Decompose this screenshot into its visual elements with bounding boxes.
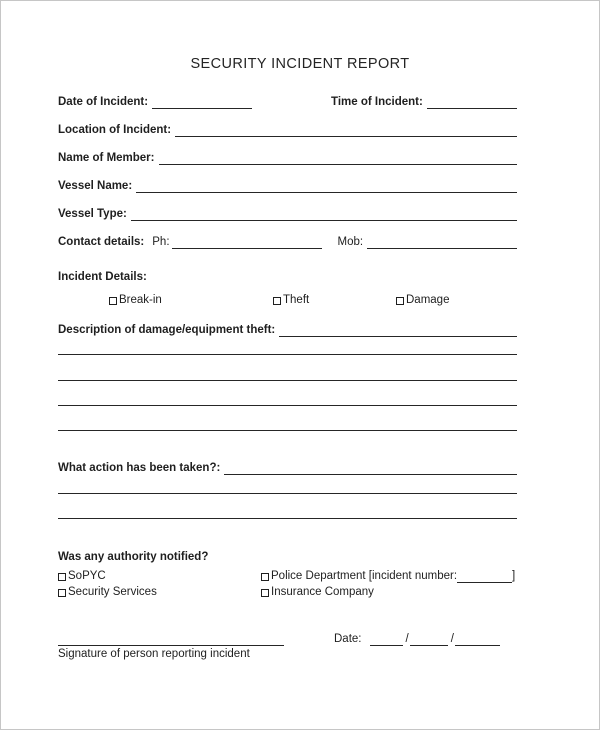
- vessel-type-label: Vessel Type:: [58, 208, 127, 220]
- action-taken-line[interactable]: [58, 481, 517, 494]
- description-line[interactable]: [58, 368, 517, 381]
- checkbox-insurance-company-label: Insurance Company: [271, 586, 374, 598]
- date-of-incident-label: Date of Incident:: [58, 96, 149, 108]
- time-of-incident-field: [331, 96, 517, 109]
- description-input[interactable]: [279, 335, 517, 337]
- vessel-name-label: Vessel Name:: [58, 180, 133, 192]
- name-of-member-field: [58, 152, 517, 165]
- checkbox-icon[interactable]: [396, 297, 404, 305]
- description-label: Description of damage/equipment theft:: [58, 324, 276, 336]
- checkbox-break-in-label: Break-in: [119, 294, 162, 306]
- signature-field: [58, 633, 284, 661]
- checkbox-damage[interactable]: [396, 294, 449, 307]
- checkbox-police-department[interactable]: [261, 570, 515, 583]
- date-time-row: [58, 96, 517, 109]
- checkbox-theft-label: Theft: [283, 294, 310, 306]
- vessel-type-field: [58, 208, 517, 221]
- report-date-month-input[interactable]: [410, 644, 448, 646]
- checkbox-security-services-label: Security Services: [68, 586, 157, 598]
- time-of-incident-label: Time of Incident:: [331, 96, 423, 108]
- name-of-member-input[interactable]: [159, 163, 518, 165]
- location-of-incident-label: Location of Incident:: [58, 124, 172, 136]
- description-line[interactable]: [58, 418, 517, 431]
- vessel-name-field: [58, 180, 517, 193]
- incident-type-options: [58, 294, 517, 307]
- action-taken-line[interactable]: [58, 506, 517, 519]
- signature-section: [58, 633, 517, 661]
- authority-heading-row: [58, 551, 517, 564]
- checkbox-icon[interactable]: [261, 573, 269, 581]
- checkbox-sopyc[interactable]: [58, 570, 261, 583]
- checkbox-icon[interactable]: [261, 589, 269, 597]
- description-field: [58, 324, 517, 337]
- action-taken-label: What action has been taken?:: [58, 462, 221, 474]
- checkbox-security-services[interactable]: [58, 586, 261, 599]
- action-taken-field: [58, 462, 517, 475]
- report-date-year-input[interactable]: [455, 644, 500, 646]
- checkbox-icon[interactable]: [58, 573, 66, 581]
- vessel-type-input[interactable]: [131, 219, 517, 221]
- vessel-name-input[interactable]: [136, 191, 517, 193]
- time-of-incident-input[interactable]: [427, 107, 517, 109]
- mobile-label: Mob:: [337, 236, 364, 248]
- date-separator: /: [450, 633, 454, 645]
- checkbox-insurance-company[interactable]: [261, 586, 374, 599]
- phone-label: Ph:: [152, 236, 170, 248]
- description-line[interactable]: [58, 342, 517, 355]
- checkbox-police-label: Police Department [incident number:: [271, 570, 458, 582]
- checkbox-sopyc-label: SoPYC: [68, 570, 106, 582]
- contact-details-label: Contact details:: [58, 236, 145, 248]
- checkbox-theft[interactable]: [273, 294, 396, 307]
- checkbox-police-label-suffix: ]: [512, 570, 516, 582]
- action-taken-input[interactable]: [224, 473, 517, 475]
- signature-input[interactable]: [58, 633, 284, 646]
- contact-details-field: [58, 236, 517, 249]
- location-of-incident-input[interactable]: [175, 135, 517, 137]
- name-of-member-label: Name of Member:: [58, 152, 155, 164]
- mobile-input[interactable]: [367, 247, 517, 249]
- date-of-incident-field: [58, 96, 331, 109]
- report-date-field: [334, 633, 500, 646]
- checkbox-icon[interactable]: [273, 297, 281, 305]
- incident-details-heading: Incident Details:: [58, 271, 147, 283]
- checkbox-break-in[interactable]: [109, 294, 273, 307]
- description-line[interactable]: [58, 393, 517, 406]
- checkbox-icon[interactable]: [109, 297, 117, 305]
- checkbox-damage-label: Damage: [406, 294, 450, 306]
- date-separator: /: [405, 633, 409, 645]
- authority-options-row-1: [58, 570, 517, 583]
- page-title: SECURITY INCIDENT REPORT: [190, 56, 410, 72]
- location-of-incident-field: [58, 124, 517, 137]
- authority-options-row-2: [58, 586, 517, 599]
- phone-input[interactable]: [172, 247, 322, 249]
- report-date-label: Date:: [334, 633, 362, 645]
- authority-heading: Was any authority notified?: [58, 551, 209, 563]
- date-of-incident-input[interactable]: [152, 107, 252, 109]
- signature-label: Signature of person reporting incident: [58, 648, 250, 660]
- incident-details-heading-row: [58, 271, 517, 284]
- incident-number-input[interactable]: [457, 581, 512, 583]
- checkbox-icon[interactable]: [58, 589, 66, 597]
- report-date-day-input[interactable]: [370, 644, 403, 646]
